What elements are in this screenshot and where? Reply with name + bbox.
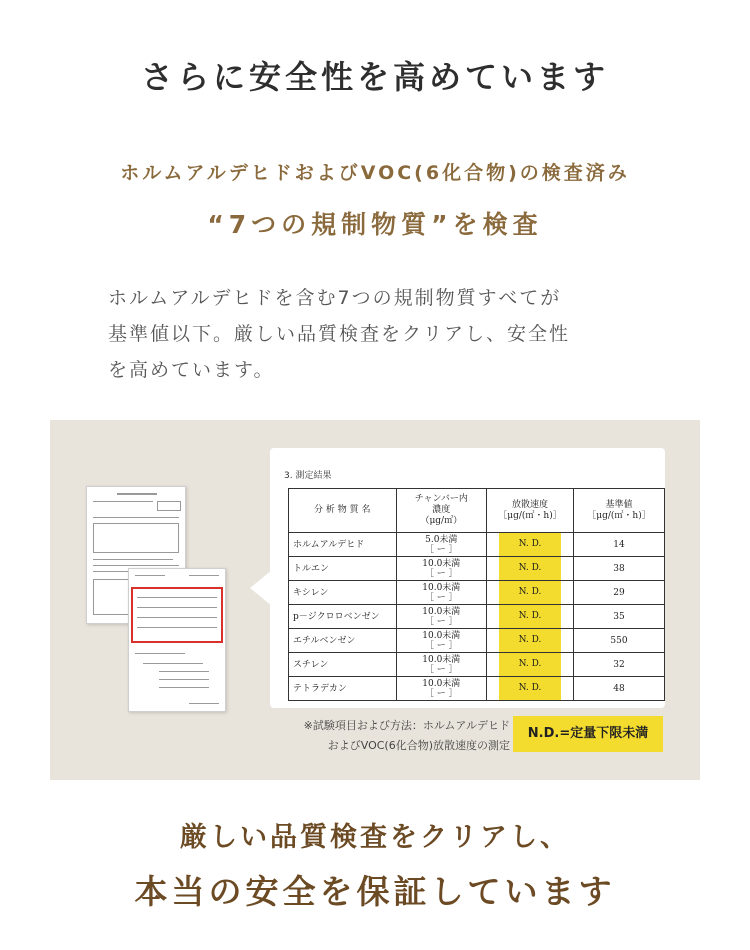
results-table-title: 3. 測定結果 [284,471,332,481]
nd-value: N. D. [499,629,561,652]
table-row: キシレン 10.0未満 ［ ー ］ N. D. 29 [289,581,665,605]
column-header-substance: 分 析 物 質 名 [289,489,397,533]
results-document-thumbnail [128,568,226,712]
table-row: エチルベンゼン 10.0未満 ［ ー ］ N. D. 550 [289,629,665,653]
test-method-note [270,716,510,756]
highlight-heading: “7つの規制物質”を検査 [207,210,543,239]
nd-value: N. D. [499,581,561,604]
note-line: およびVOC(6化合物)放散速度の測定 [327,739,510,752]
callout-pointer [250,570,272,606]
column-header-chamber-concentration: チャンバー内 濃度 （μg/㎥） [396,489,486,533]
nd-value: N. D. [499,533,561,556]
table-row: トルエン 10.0未満 ［ ー ］ N. D. 38 [289,557,665,581]
column-header-standard: 基準値 ［μg/(㎡・h)］ [573,489,664,533]
results-callout [270,448,665,708]
closing-line-2: 本当の安全を保証しています [134,872,616,911]
description-line: ホルムアルデヒドを含む7つの規制物質すべてが [108,287,562,309]
closing-line-1: 厳しい品質検査をクリアし、 [180,822,570,853]
table-row: ホルムアルデヒド 5.0未満 ［ ー ］ N. D. 14 [289,533,665,557]
note-line: ※試験項目および方法：ホルムアルデヒド [303,719,510,732]
table-row: p－ジクロロベンゼン 10.0未満 ［ ー ］ N. D. 35 [289,605,665,629]
table-row: テトラデカン 10.0未満 ［ ー ］ N. D. 48 [289,677,665,701]
subheadline: ホルムアルデヒドおよびVOC(6化合物)の検査済み [120,162,630,184]
table-row: スチレン 10.0未満 ［ ー ］ N. D. 32 [289,653,665,677]
nd-value: N. D. [499,605,561,628]
highlighted-results-box [131,587,223,643]
nd-value: N. D. [499,677,561,700]
nd-value: N. D. [499,653,561,676]
page-title: さらに安全性を高めています [140,58,609,96]
column-header-emission-rate: 放散速度 ［μg/(㎡・h)］ [486,489,573,533]
nd-legend-badge: N.D.=定量下限未満 [513,716,663,752]
description-line: を高めています。 [108,359,275,381]
nd-value: N. D. [499,557,561,580]
test-report-panel [50,420,700,780]
results-table [288,488,665,701]
description-paragraph [108,280,648,388]
description-line: 基準値以下。厳しい品質検査をクリアし、安全性 [108,323,571,345]
